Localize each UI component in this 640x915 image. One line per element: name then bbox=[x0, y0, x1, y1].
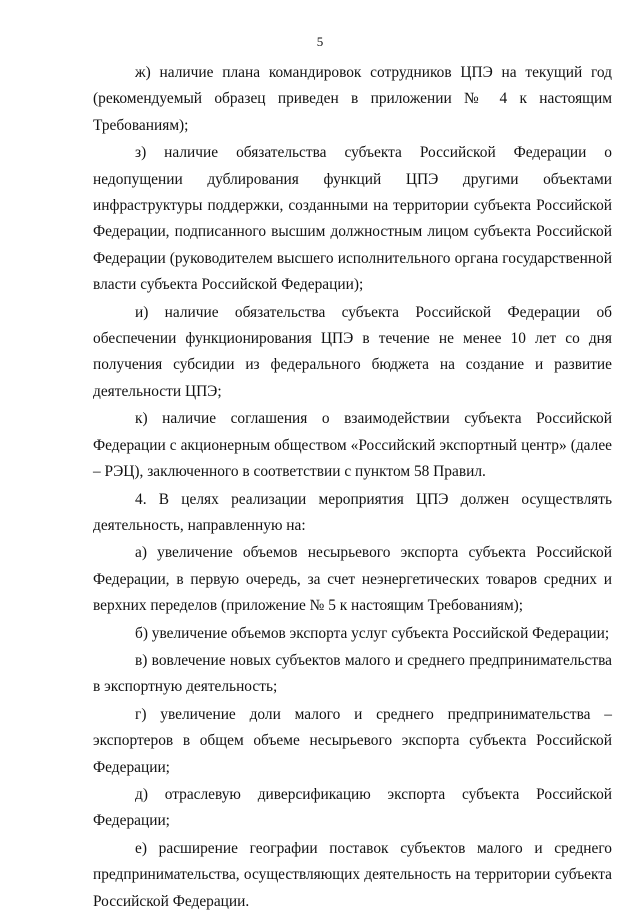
paragraph-k: к) наличие соглашения о взаимодействии субъекта Российской Федерации с акционерным обществом «Российский экспортный центр» (далее – РЭЦ), заключенного в соответствии с пунктом 58 Правил. bbox=[93, 410, 612, 481]
paragraph-b: б) увеличение объемов экспорта услуг субъекта Российской Федерации; bbox=[135, 624, 610, 642]
paragraph-z: з) наличие обязательства субъекта Российской Федерации о недопущении дублирования функций ЦПЭ другими объектами инфраструктуры поддержки, созданными на территории субъекта Российской Федерации, подписанного высшим должностным лицом субъекта Российской Федерации (руководителем высшего исполнительного органа государственной власти субъекта Российской Федерации); bbox=[93, 144, 612, 294]
paragraph-section-4: 4. В целях реализации мероприятия ЦПЭ должен осуществлять деятельность, направленную на: bbox=[93, 490, 612, 534]
paragraph-a: а) увеличение объемов несырьевого экспорта субъекта Российской Федерации, в первую очередь, за счет неэнергетических товаров средних и верхних переделов (приложение № 5 к настоящим Требованиям); bbox=[93, 544, 612, 615]
page-number: 5 bbox=[316, 34, 324, 49]
paragraph-g: г) увеличение доли малого и среднего предпринимательства – экспортеров в общем объеме несырьевого экспорта субъекта Российской Федерации; bbox=[93, 705, 612, 776]
paragraph-zh: ж) наличие плана командировок сотрудников ЦПЭ на текущий год (рекомендуемый образец приведен в приложении № 4 к настоящим Требованиям); bbox=[93, 64, 612, 134]
document-body bbox=[93, 60, 612, 915]
paragraph-v: в) вовлечение новых субъектов малого и среднего предпринимательства в экспортную деятельность; bbox=[93, 651, 612, 696]
paragraph-i: и) наличие обязательства субъекта Российской Федерации об обеспечении функционирования ЦПЭ в течение не менее 10 лет со дня получения субсидии из федерального бюджета на создание и развитие деятельности ЦПЭ; bbox=[93, 303, 612, 400]
paragraph-e: е) расширение географии поставок субъектов малого и среднего предпринимательства, осуществляющих деятельность на территории субъекта Российской Федерации. bbox=[93, 839, 612, 910]
paragraph-d: д) отраслевую диверсификацию экспорта субъекта Российской Федерации; bbox=[93, 785, 612, 830]
